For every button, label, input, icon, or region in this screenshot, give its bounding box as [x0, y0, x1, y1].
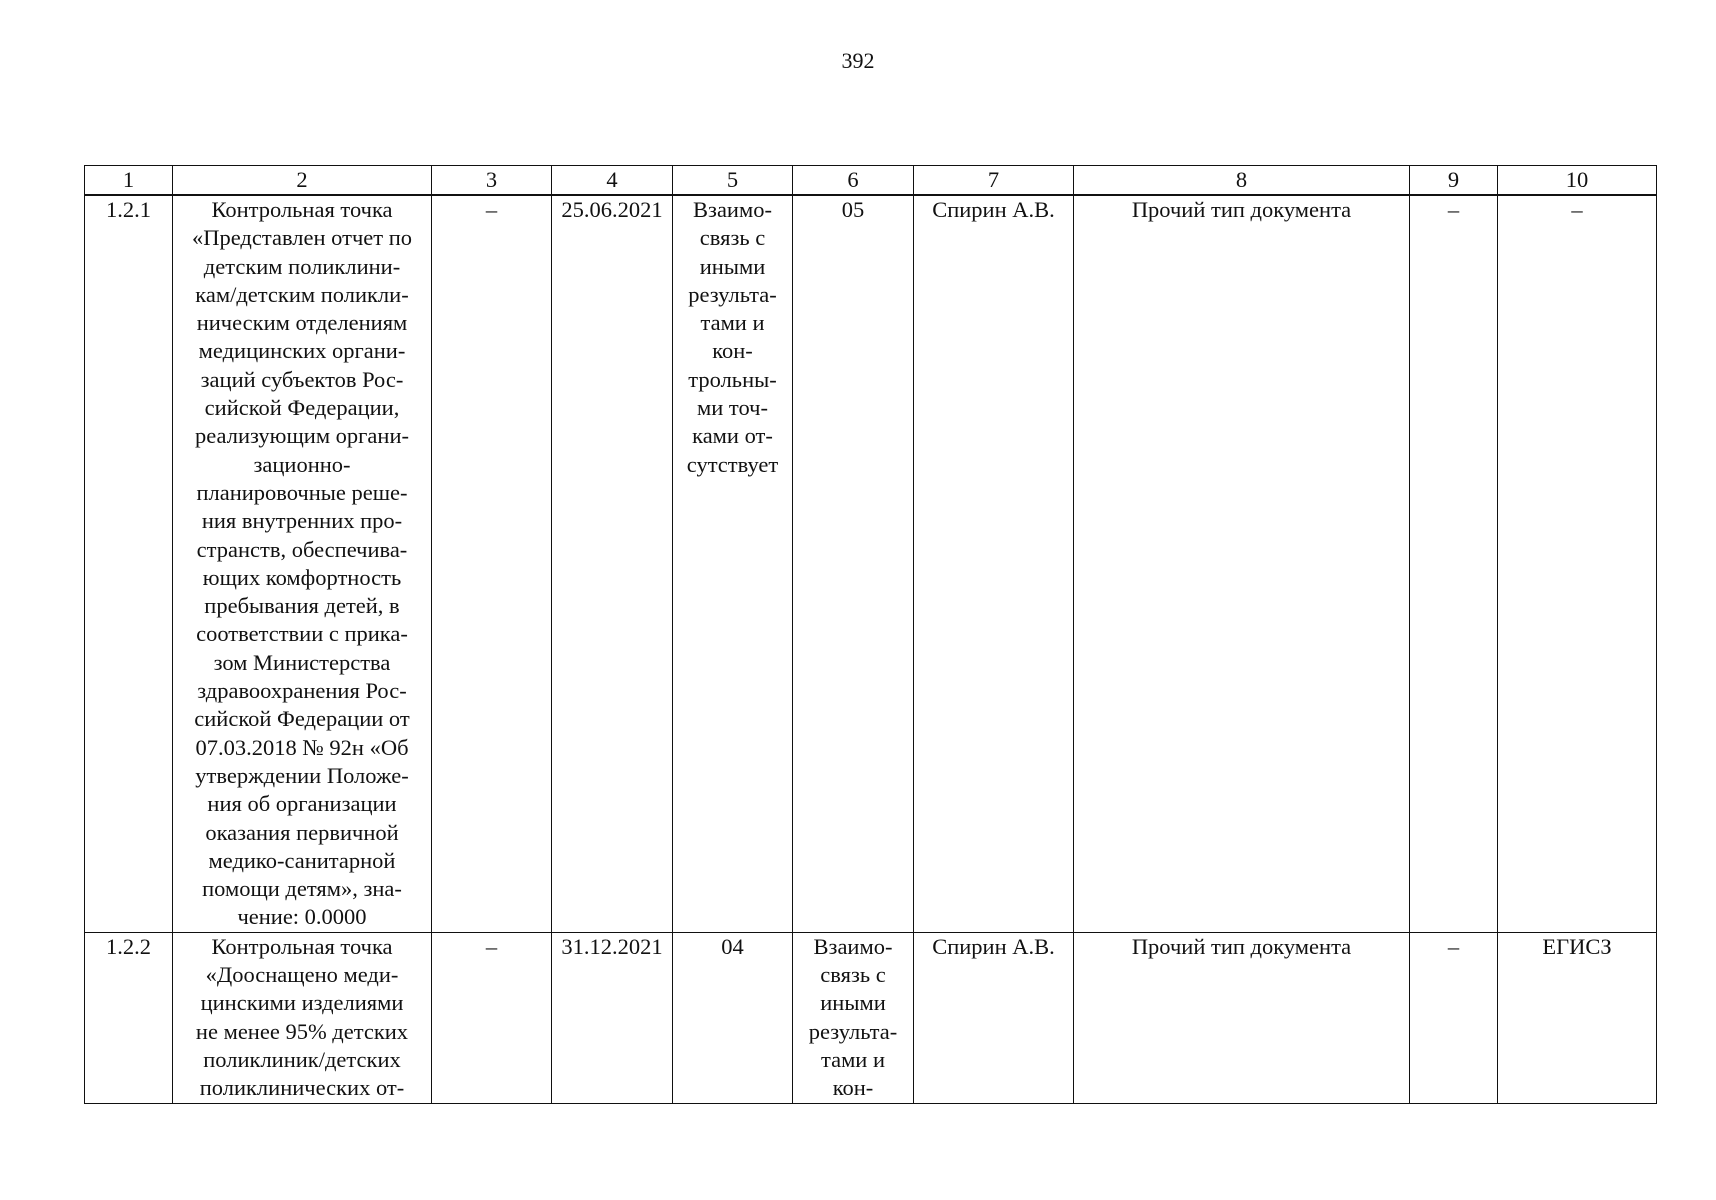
row-number-cell: 1.2.2 — [85, 932, 173, 1103]
date-cell: 25.06.2021 — [552, 195, 673, 932]
column-header: 4 — [552, 166, 673, 196]
document-type-cell: Прочий тип документа — [1074, 932, 1410, 1103]
table-cell: 04 — [673, 932, 793, 1103]
responsible-person-cell: Спирин А.В. — [914, 195, 1074, 932]
column-header: 10 — [1498, 166, 1657, 196]
responsible-person-cell: Спирин А.В. — [914, 932, 1074, 1103]
table-cell: Взаимо- связь с иными результа- тами и кон- — [793, 932, 914, 1103]
column-header: 2 — [173, 166, 432, 196]
column-header: 5 — [673, 166, 793, 196]
table-cell: 05 — [793, 195, 914, 932]
control-point-description-cell: Контрольная точка «Дооснащено меди- цинскими изделиями не менее 95% детских поликлиник/детских поликлинических от- — [173, 932, 432, 1103]
control-point-description-cell: Контрольная точка «Представлен отчет по детским поликлини- кам/детским поликли- ническим отделениям медицинских органи- заций субъектов Рос- сийской Федерации, реализующим органи- зационно- планировочные реше- ния внутренних про- странств, обеспечива- ющих комфортность пребывания детей, в соответствии с прика- зом Министерства здравоохранения Рос- сийской Федерации от 07.03.2018 № 92н «Об утверждении Положе- ния об организации оказания первичной медико-санитарной помощи детям», зна- чение: 0.0000 — [173, 195, 432, 932]
document-type-cell: Прочий тип документа — [1074, 195, 1410, 932]
column-header: 6 — [793, 166, 914, 196]
page-number: 392 — [841, 48, 875, 73]
system-cell: ЕГИСЗ — [1498, 932, 1657, 1103]
column-header: 7 — [914, 166, 1074, 196]
column-header: 3 — [432, 166, 552, 196]
table-header-row — [85, 166, 1657, 196]
row-number-cell: 1.2.1 — [85, 195, 173, 932]
table-row — [85, 195, 1657, 932]
document-table — [84, 165, 1657, 1104]
table-cell: – — [432, 932, 552, 1103]
column-header: 9 — [1410, 166, 1498, 196]
date-cell: 31.12.2021 — [552, 932, 673, 1103]
table-cell: – — [1498, 195, 1657, 932]
table-row — [85, 932, 1657, 1103]
table-cell: – — [432, 195, 552, 932]
table-cell: Взаимо- связь с иными результа- тами и кон- трольны- ми точ- ками от- сутствует — [673, 195, 793, 932]
column-header: 1 — [85, 166, 173, 196]
column-header: 8 — [1074, 166, 1410, 196]
table-cell: – — [1410, 932, 1498, 1103]
table-cell: – — [1410, 195, 1498, 932]
